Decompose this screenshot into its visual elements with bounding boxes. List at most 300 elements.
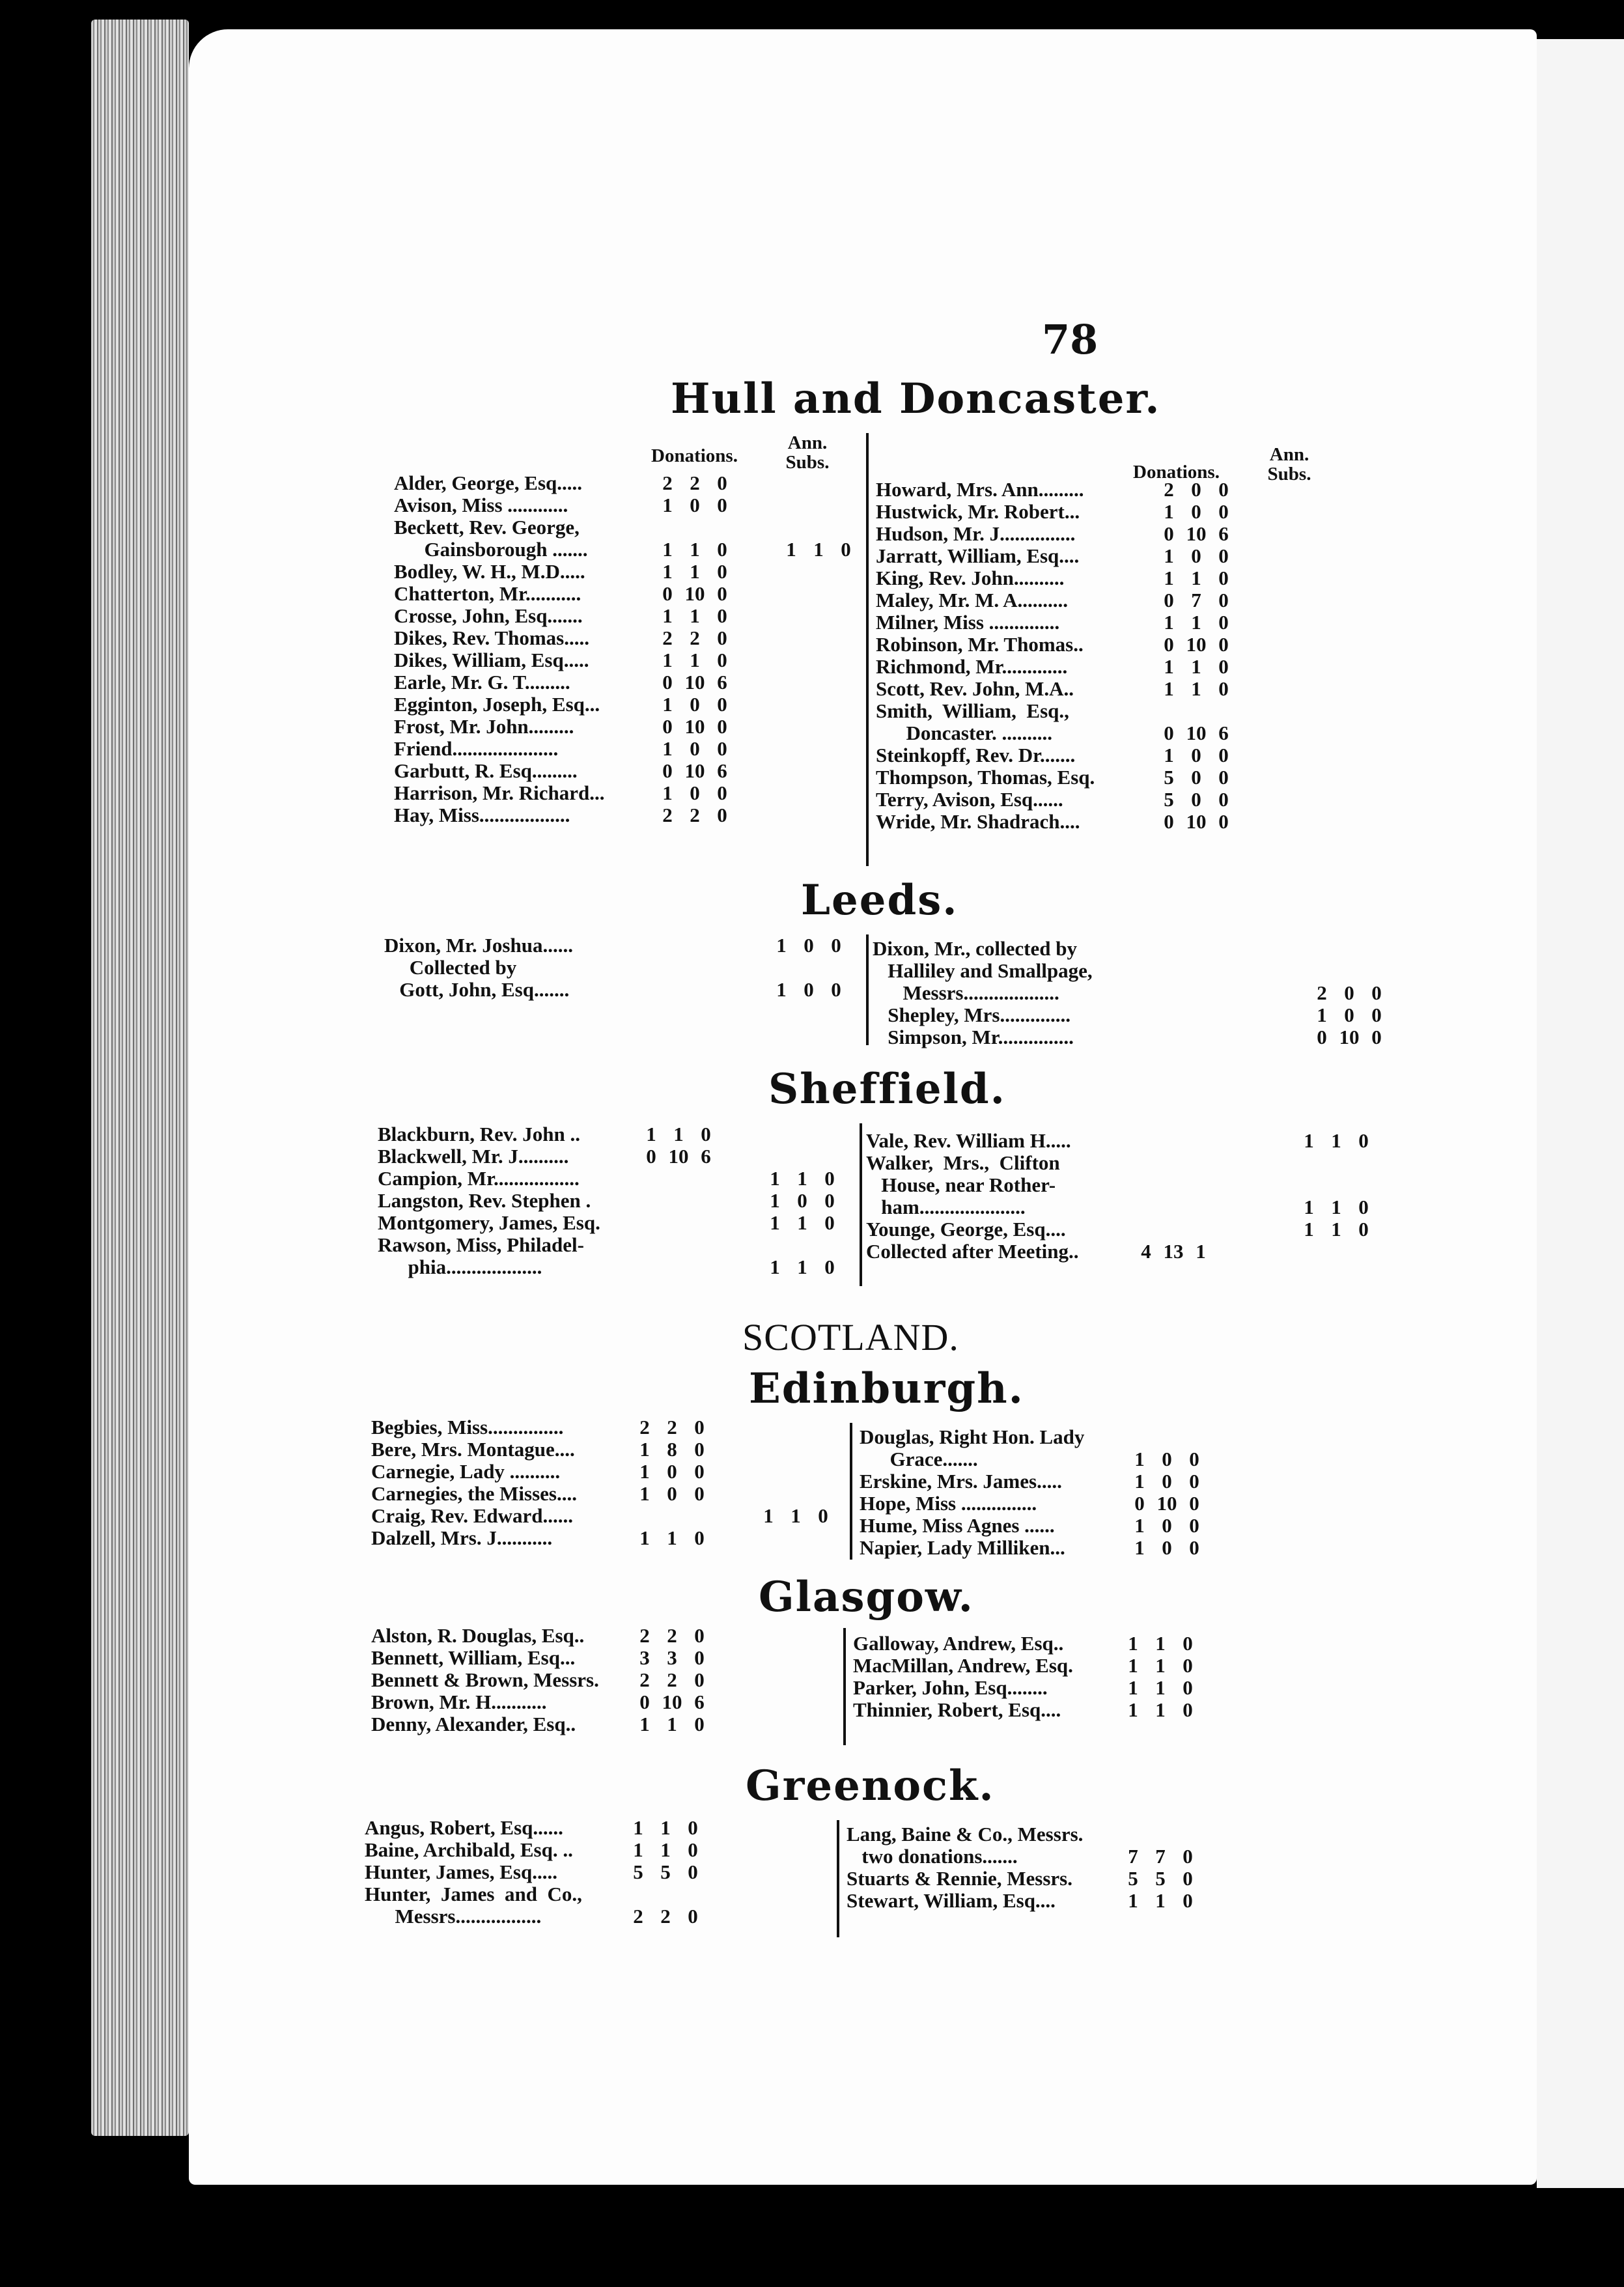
pence-value: 0 <box>717 538 727 561</box>
shillings-value: 10 <box>1186 722 1207 744</box>
subscriber-name: Halliley and Smallpage, <box>873 959 1093 982</box>
list-item <box>866 1218 1426 1241</box>
shillings-value: 0 <box>690 737 700 760</box>
pounds-value: 1 <box>1134 1514 1145 1537</box>
list-item <box>378 1212 853 1234</box>
list-item <box>853 1699 1374 1721</box>
pence-value: 0 <box>1371 1003 1382 1026</box>
pence-value: 0 <box>824 1189 835 1212</box>
pounds-value: 5 <box>633 1860 643 1883</box>
subscriber-name: Chatterton, Mr........... <box>394 582 581 605</box>
pence-value: 0 <box>688 1838 698 1861</box>
book-page <box>189 29 1537 2185</box>
list-item <box>365 1905 833 1928</box>
list-item <box>384 957 860 979</box>
pounds-value: 1 <box>770 1189 780 1212</box>
subscriber-name: Dalzell, Mrs. J........... <box>371 1526 553 1549</box>
shillings-value: 10 <box>662 1691 682 1713</box>
list-item <box>873 1004 1426 1026</box>
subscriber-name: Denny, Alexander, Esq.. <box>371 1713 576 1735</box>
subscriber-name: Lang, Baine & Co., Messrs. <box>847 1823 1084 1845</box>
pence-value: 0 <box>1183 1889 1193 1912</box>
list-item <box>853 1633 1374 1655</box>
shillings-value: 1 <box>690 649 700 671</box>
subscriber-name: Alston, R. Douglas, Esq.. <box>371 1624 585 1647</box>
pounds-value: 2 <box>1317 981 1327 1004</box>
subscriber-name: two donations....... <box>847 1845 1018 1868</box>
pence-value: 0 <box>717 471 727 494</box>
shillings-value: 1 <box>1191 655 1201 678</box>
pence-value: 0 <box>1371 981 1382 1004</box>
subscriber-name: Carnegies, the Misses.... <box>371 1482 577 1505</box>
pence-value: 0 <box>1189 1514 1199 1537</box>
pounds-value: 1 <box>1134 1470 1145 1493</box>
pence-value: 0 <box>1183 1676 1193 1699</box>
subscriber-name: Gainsborough ....... <box>394 538 588 561</box>
leeds-right-list <box>873 938 1426 1048</box>
pounds-value: 1 <box>786 538 796 561</box>
pence-value: 0 <box>1358 1196 1369 1218</box>
pounds-value: 1 <box>639 1526 650 1549</box>
pounds-value: 1 <box>763 1504 774 1527</box>
list-item <box>394 539 863 561</box>
subscriber-name: ham..................... <box>866 1196 1026 1218</box>
list-item <box>394 627 863 649</box>
list-item <box>378 1123 853 1145</box>
list-item <box>394 649 863 671</box>
hull-left-list <box>394 472 863 826</box>
subscriber-name: Harrison, Mr. Richard... <box>394 781 605 804</box>
subscriber-name: Grace....... <box>860 1448 978 1470</box>
subscriber-name: Messrs................. <box>365 1905 542 1928</box>
pence-value: 0 <box>1189 1470 1199 1493</box>
pounds-value: 0 <box>646 1145 656 1168</box>
pounds-value: 1 <box>662 604 673 627</box>
list-item <box>876 589 1397 611</box>
pence-value: 0 <box>688 1860 698 1883</box>
shillings-value: 2 <box>690 804 700 826</box>
pounds-value: 1 <box>1128 1698 1138 1721</box>
pence-value: 0 <box>717 560 727 583</box>
pounds-value: 1 <box>1317 1003 1327 1026</box>
list-item <box>365 1817 833 1839</box>
shillings-value: 1 <box>1191 567 1201 589</box>
shillings-value: 0 <box>1162 1514 1172 1537</box>
pounds-value: 1 <box>1128 1676 1138 1699</box>
pence-value: 0 <box>1218 677 1229 700</box>
shillings-value: 1 <box>667 1713 677 1735</box>
list-item <box>853 1677 1374 1699</box>
list-item <box>394 561 863 583</box>
pence-value: 0 <box>688 1816 698 1839</box>
subscriber-name: Craig, Rev. Edward...... <box>371 1504 573 1527</box>
pence-value: 0 <box>1189 1448 1199 1470</box>
list-item <box>365 1861 833 1883</box>
list-item <box>876 611 1397 634</box>
pence-value: 0 <box>1218 788 1229 811</box>
shillings-value: 0 <box>1344 981 1354 1004</box>
list-item <box>873 938 1426 960</box>
shillings-value: 0 <box>1191 744 1201 766</box>
shillings-value: 0 <box>690 494 700 516</box>
subscriber-name: Gott, John, Esq....... <box>384 978 570 1001</box>
shillings-value: 10 <box>1186 810 1207 833</box>
list-item <box>860 1426 1380 1448</box>
subscriber-name: Hunter, James and Co., <box>365 1883 582 1905</box>
subscriber-name: Napier, Lady Milliken... <box>860 1536 1065 1559</box>
subscriber-name: Howard, Mrs. Ann......... <box>876 478 1084 501</box>
list-item <box>847 1845 1367 1868</box>
hull-right-list <box>876 479 1397 833</box>
shillings-value: 10 <box>684 715 705 738</box>
subscriber-name: Brown, Mr. H........... <box>371 1691 547 1713</box>
pence-value: 0 <box>1183 1867 1193 1890</box>
shillings-value: 1 <box>813 538 824 561</box>
pounds-value: 0 <box>1164 633 1174 656</box>
pence-value: 0 <box>701 1123 711 1145</box>
column-divider <box>860 1123 862 1286</box>
list-item <box>384 979 860 1001</box>
list-item <box>371 1438 847 1461</box>
subscriber-name: Messrs................... <box>873 981 1059 1004</box>
subscriber-name: Blackwell, Mr. J.......... <box>378 1145 569 1168</box>
pounds-value: 1 <box>662 693 673 716</box>
section-heading-sheffield: Sheffield. <box>768 1065 1006 1114</box>
subscriber-name: Smith, William, Esq., <box>876 699 1069 722</box>
pounds-value: 2 <box>639 1624 650 1647</box>
column-header-donations-right: Donations. <box>1133 462 1220 483</box>
pounds-value: 2 <box>639 1416 650 1438</box>
pence-value: 0 <box>1371 1026 1382 1048</box>
pounds-value: 1 <box>1134 1536 1145 1559</box>
subscriber-name: Collected by <box>384 956 517 979</box>
list-item <box>365 1883 833 1905</box>
subscriber-name: Maley, Mr. M. A.......... <box>876 589 1069 611</box>
list-item <box>394 605 863 627</box>
shillings-value: 2 <box>690 626 700 649</box>
pounds-value: 1 <box>1304 1196 1314 1218</box>
pounds-value: 1 <box>639 1713 650 1735</box>
pence-value: 0 <box>824 1256 835 1278</box>
pence-value: 6 <box>717 759 727 782</box>
list-item <box>866 1152 1426 1174</box>
glasgow-right-list <box>853 1633 1374 1721</box>
pounds-value: 1 <box>1304 1218 1314 1241</box>
pence-value: 0 <box>1189 1492 1199 1515</box>
pence-value: 0 <box>694 1668 705 1691</box>
subscriber-name: Hunter, James, Esq..... <box>365 1860 557 1883</box>
list-item <box>371 1691 840 1713</box>
pounds-value: 1 <box>662 737 673 760</box>
list-item <box>378 1145 853 1168</box>
list-item <box>873 982 1426 1004</box>
shillings-value: 1 <box>690 604 700 627</box>
list-item <box>876 789 1397 811</box>
pounds-value: 1 <box>1128 1654 1138 1677</box>
subscriber-name: House, near Rother- <box>866 1173 1056 1196</box>
pounds-value: 2 <box>633 1905 643 1928</box>
subscriber-name: Frost, Mr. John......... <box>394 715 574 738</box>
pounds-value: 1 <box>1164 744 1174 766</box>
shillings-value: 8 <box>667 1438 677 1461</box>
column-divider <box>850 1423 852 1560</box>
list-item <box>394 671 863 694</box>
list-item <box>378 1234 853 1256</box>
list-item <box>876 700 1397 722</box>
list-item <box>365 1839 833 1861</box>
subscriber-name: Earle, Mr. G. T......... <box>394 671 570 694</box>
pounds-value: 0 <box>662 671 673 694</box>
column-divider <box>843 1628 846 1745</box>
pounds-value: 1 <box>662 781 673 804</box>
pence-value: 0 <box>831 934 841 957</box>
pounds-value: 1 <box>1164 655 1174 678</box>
shillings-value: 0 <box>804 934 814 957</box>
list-item <box>876 634 1397 656</box>
column-divider <box>866 433 869 866</box>
list-item <box>873 960 1426 982</box>
subscriber-name: Galloway, Andrew, Esq.. <box>853 1632 1064 1655</box>
pounds-value: 5 <box>1164 766 1174 789</box>
shillings-value: 0 <box>1191 544 1201 567</box>
list-item <box>876 678 1397 700</box>
shillings-value: 2 <box>690 471 700 494</box>
pounds-value: 0 <box>1317 1026 1327 1048</box>
subscriber-name: Shepley, Mrs.............. <box>873 1003 1071 1026</box>
page-number: 78 <box>1042 316 1099 363</box>
shillings-value: 2 <box>667 1668 677 1691</box>
subscriber-name: Terry, Avison, Esq...... <box>876 788 1063 811</box>
pounds-value: 7 <box>1128 1845 1138 1868</box>
shillings-value: 5 <box>1155 1867 1166 1890</box>
pounds-value: 0 <box>1164 810 1174 833</box>
subscriber-name: Wride, Mr. Shadrach.... <box>876 810 1080 833</box>
pence-value: 0 <box>694 1438 705 1461</box>
shillings-value: 2 <box>667 1416 677 1438</box>
pence-value: 0 <box>1218 744 1229 766</box>
shillings-value: 10 <box>1186 633 1207 656</box>
list-item <box>853 1655 1374 1677</box>
list-item <box>876 567 1397 589</box>
shillings-value: 3 <box>667 1646 677 1669</box>
subscriber-name: Stuarts & Rennie, Messrs. <box>847 1867 1072 1890</box>
pence-value: 0 <box>694 1713 705 1735</box>
pounds-value: 1 <box>1134 1448 1145 1470</box>
subscriber-name: Langston, Rev. Stephen . <box>378 1189 591 1212</box>
subscriber-name: Rawson, Miss, Philadel- <box>378 1233 584 1256</box>
shillings-value: 7 <box>1191 589 1201 611</box>
list-item <box>394 804 863 826</box>
shillings-value: 1 <box>1191 677 1201 700</box>
shillings-value: 10 <box>1186 522 1207 545</box>
pence-value: 0 <box>1218 500 1229 523</box>
pounds-value: 0 <box>639 1691 650 1713</box>
list-item <box>394 494 863 516</box>
list-item <box>860 1448 1380 1470</box>
pence-value: 0 <box>694 1624 705 1647</box>
list-item <box>371 1505 847 1527</box>
subscriber-name: Parker, John, Esq........ <box>853 1676 1048 1699</box>
list-item <box>847 1868 1367 1890</box>
subscriber-name: Bennett, William, Esq... <box>371 1646 576 1669</box>
subscriber-name: Vale, Rev. William H..... <box>866 1129 1071 1152</box>
subscriber-name: Dikes, Rev. Thomas..... <box>394 626 589 649</box>
pence-value: 0 <box>1218 766 1229 789</box>
shillings-value: 10 <box>1339 1026 1360 1048</box>
list-item <box>394 716 863 738</box>
pence-value: 6 <box>694 1691 705 1713</box>
shillings-value: 10 <box>684 759 705 782</box>
subscriber-name: Bennett & Brown, Messrs. <box>371 1668 599 1691</box>
list-item <box>860 1493 1380 1515</box>
pounds-value: 1 <box>1164 611 1174 634</box>
shillings-value: 1 <box>690 560 700 583</box>
subscriber-name: Baine, Archibald, Esq. .. <box>365 1838 573 1861</box>
pence-value: 0 <box>717 804 727 826</box>
scan-border <box>0 0 1624 33</box>
subscriber-name: Scott, Rev. John, M.A.. <box>876 677 1074 700</box>
list-item <box>371 1713 840 1735</box>
pounds-value: 1 <box>770 1167 780 1190</box>
subscriber-name: Friend..................... <box>394 737 559 760</box>
section-heading-edinburgh: Edinburgh. <box>749 1364 1024 1413</box>
pounds-value: 5 <box>1128 1867 1138 1890</box>
list-item <box>866 1130 1426 1152</box>
pence-value: 0 <box>1218 544 1229 567</box>
shillings-value: 0 <box>667 1482 677 1505</box>
pence-value: 0 <box>1218 633 1229 656</box>
shillings-value: 0 <box>1191 766 1201 789</box>
shillings-value: 1 <box>673 1123 684 1145</box>
pounds-value: 2 <box>662 804 673 826</box>
subscriber-name: Robinson, Mr. Thomas.. <box>876 633 1084 656</box>
shillings-value: 1 <box>1331 1218 1341 1241</box>
list-item <box>860 1470 1380 1493</box>
pence-value: 0 <box>1358 1218 1369 1241</box>
pounds-value: 1 <box>776 978 787 1001</box>
list-item <box>876 501 1397 523</box>
pence-value: 0 <box>824 1167 835 1190</box>
subscriber-name: Doncaster. .......... <box>876 722 1052 744</box>
pounds-value: 1 <box>639 1460 650 1483</box>
column-divider <box>866 934 869 1045</box>
pence-value: 0 <box>1183 1654 1193 1677</box>
subscriber-name: Egginton, Joseph, Esq... <box>394 693 600 716</box>
pounds-value: 0 <box>1164 589 1174 611</box>
shillings-value: 1 <box>1155 1698 1166 1721</box>
shillings-value: 1 <box>1331 1196 1341 1218</box>
pence-value: 0 <box>694 1416 705 1438</box>
subscriber-name: Bodley, W. H., M.D..... <box>394 560 585 583</box>
greenock-left-list <box>365 1817 833 1928</box>
section-heading-glasgow: Glasgow. <box>759 1573 974 1621</box>
pounds-value: 1 <box>662 538 673 561</box>
shillings-value: 1 <box>1155 1676 1166 1699</box>
pounds-value: 0 <box>1164 722 1174 744</box>
pounds-value: 2 <box>639 1668 650 1691</box>
list-item <box>394 583 863 605</box>
subscriber-name: Douglas, Right Hon. Lady <box>860 1425 1085 1448</box>
pounds-value: 1 <box>776 934 787 957</box>
pence-value: 0 <box>694 1460 705 1483</box>
subscriber-name: King, Rev. John.......... <box>876 567 1065 589</box>
shillings-value: 0 <box>1191 478 1201 501</box>
subscriber-name: Avison, Miss ............ <box>394 494 568 516</box>
pounds-value: 1 <box>662 649 673 671</box>
subscriber-name: Dikes, William, Esq..... <box>394 649 589 671</box>
pounds-value: 1 <box>770 1211 780 1234</box>
pounds-value: 1 <box>1164 567 1174 589</box>
pence-value: 0 <box>717 715 727 738</box>
pounds-value: 1 <box>1128 1632 1138 1655</box>
list-item <box>876 545 1397 567</box>
column-divider <box>837 1820 839 1937</box>
pence-value: 0 <box>1218 589 1229 611</box>
shillings-value: 1 <box>797 1167 807 1190</box>
pence-value: 0 <box>841 538 851 561</box>
subscriber-name: Stewart, William, Esq.... <box>847 1889 1056 1912</box>
subscriber-name: Thompson, Thomas, Esq. <box>876 766 1095 789</box>
edinburgh-left-list <box>371 1416 847 1549</box>
pounds-value: 1 <box>1128 1889 1138 1912</box>
subscriber-name: Beckett, Rev. George, <box>394 516 580 539</box>
pounds-value: 1 <box>1164 544 1174 567</box>
list-item <box>876 811 1397 833</box>
list-item <box>378 1190 853 1212</box>
list-item <box>378 1168 853 1190</box>
list-item <box>876 479 1397 501</box>
subscriber-name: Dixon, Mr. Joshua...... <box>384 934 573 957</box>
subscriber-name: Alder, George, Esq..... <box>394 471 583 494</box>
subscriber-name: Campion, Mr................. <box>378 1167 580 1190</box>
list-item <box>847 1890 1367 1912</box>
shillings-value: 0 <box>667 1460 677 1483</box>
shillings-value: 5 <box>660 1860 671 1883</box>
subscriber-name: Hudson, Mr. J............... <box>876 522 1076 545</box>
pence-value: 0 <box>831 978 841 1001</box>
list-item <box>394 694 863 716</box>
list-item <box>394 782 863 804</box>
pence-value: 0 <box>1183 1632 1193 1655</box>
subscriber-name: Erskine, Mrs. James..... <box>860 1470 1062 1493</box>
shillings-value: 0 <box>1162 1470 1172 1493</box>
pence-value: 0 <box>688 1905 698 1928</box>
list-item <box>873 1026 1426 1048</box>
shillings-value: 0 <box>1191 788 1201 811</box>
shillings-value: 10 <box>684 671 705 694</box>
list-item <box>394 472 863 494</box>
subscriber-name: MacMillan, Andrew, Esq. <box>853 1654 1073 1677</box>
column-header-ann: Ann. Subs. <box>785 432 830 473</box>
pounds-value: 2 <box>1164 478 1174 501</box>
edinburgh-right-list <box>860 1426 1380 1559</box>
shillings-value: 10 <box>668 1145 689 1168</box>
list-item <box>876 744 1397 766</box>
pence-value: 0 <box>694 1526 705 1549</box>
shillings-value: 1 <box>797 1256 807 1278</box>
pounds-value: 2 <box>662 471 673 494</box>
pence-value: 0 <box>717 693 727 716</box>
subscriber-name: Hume, Miss Agnes ...... <box>860 1514 1055 1537</box>
shillings-value: 13 <box>1163 1240 1184 1263</box>
subscriber-name: Angus, Robert, Esq...... <box>365 1816 563 1839</box>
subscriber-name: Hope, Miss ............... <box>860 1492 1037 1515</box>
shillings-value: 0 <box>797 1189 807 1212</box>
pence-value: 0 <box>1189 1536 1199 1559</box>
pence-value: 0 <box>717 626 727 649</box>
shillings-value: 1 <box>791 1504 801 1527</box>
shillings-value: 1 <box>690 538 700 561</box>
